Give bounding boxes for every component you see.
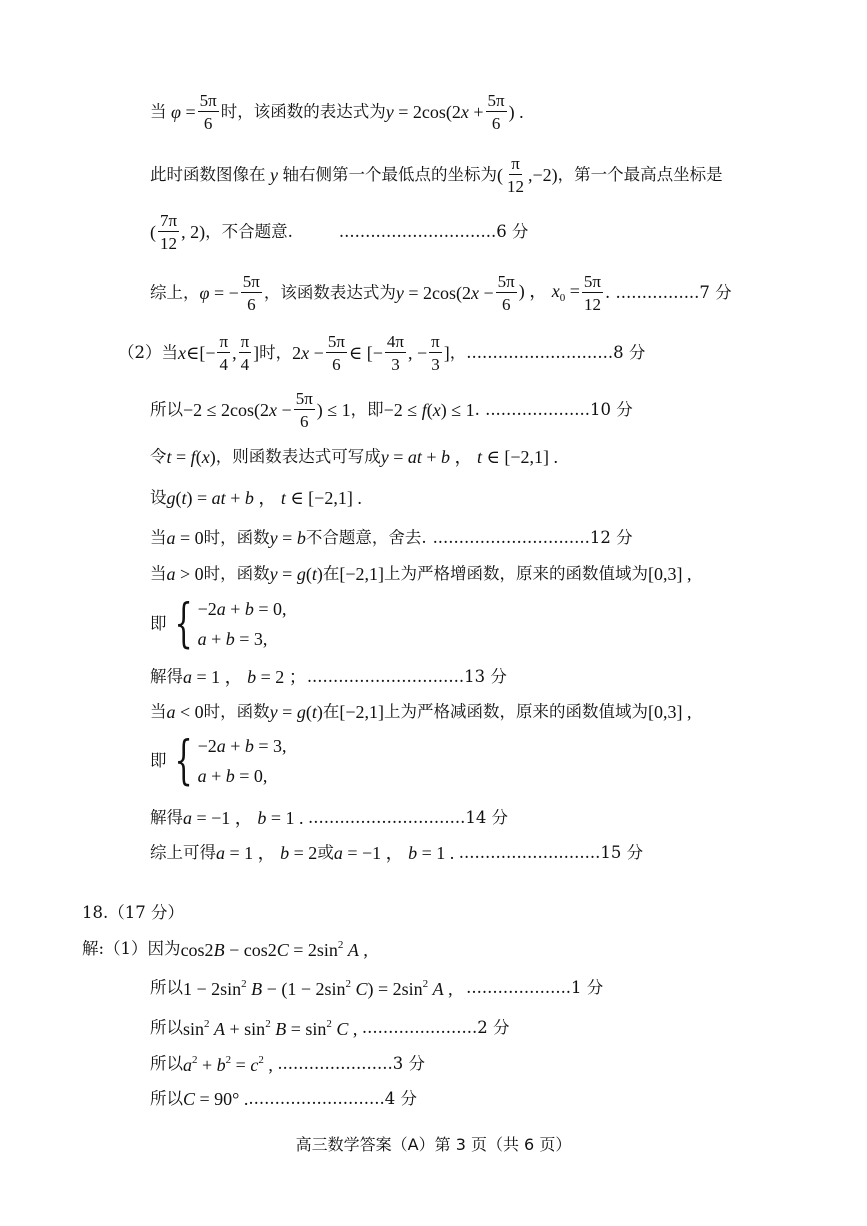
fraction: $\frac{\pi}{4}$ xyxy=(240,332,250,374)
formula: ∈ [− xyxy=(348,343,383,363)
text: 在 xyxy=(322,563,340,583)
text: 当 xyxy=(150,701,167,721)
formula: , xyxy=(232,343,237,363)
formula: ] xyxy=(253,343,260,363)
text: 轴右侧第一个最低点的坐标为 xyxy=(282,164,497,184)
score: ....................1 分 xyxy=(466,978,604,998)
score: ..........................4 分 xyxy=(248,1088,417,1108)
fraction: $\frac{5\pi}{6}$ xyxy=(199,91,217,133)
line-14 xyxy=(150,730,287,791)
page-footer xyxy=(0,1137,867,1153)
formula: a = −1 ， b = 1 . xyxy=(183,808,308,828)
formula: a > 0 xyxy=(166,564,204,584)
text: 解:（1）因为 xyxy=(82,939,181,959)
equation-system: { −2a + b = 0, a + b = 3, xyxy=(173,593,287,654)
score: ，............................8 分 xyxy=(449,342,646,362)
formula: x∈[− xyxy=(178,343,216,363)
q18-line-2 xyxy=(150,979,603,998)
text: 当 xyxy=(150,563,167,583)
fraction: $\frac{5\pi}{6}$ xyxy=(487,91,505,133)
line-2 xyxy=(150,155,723,195)
text: 当 xyxy=(150,527,167,547)
fraction: $\frac{7\pi}{12}$ xyxy=(160,211,178,253)
text: 即 xyxy=(150,613,167,633)
line-12 xyxy=(150,668,507,686)
text: 所以 xyxy=(150,1018,183,1038)
formula: , − xyxy=(408,343,428,363)
text: 当 xyxy=(150,101,167,121)
text: 在 xyxy=(322,701,340,721)
text: 所以 xyxy=(150,399,183,419)
formula: $\sin^2 A + \sin^2 B = \sin^2 C$ , xyxy=(183,1018,362,1039)
formula: a = 0 xyxy=(166,528,204,548)
score: ...........................15 分 xyxy=(458,842,644,862)
text: ，该函数表达式为 xyxy=(263,282,396,302)
text: 上为严格减函数，原来的函数值域为 xyxy=(383,701,648,721)
text: 时，函数 xyxy=(203,701,270,721)
text: 此时函数图像在 xyxy=(150,164,266,184)
q18-line-3 xyxy=(150,1019,510,1038)
formula: a < 0 xyxy=(166,702,204,722)
text: 令 xyxy=(150,446,167,466)
fraction: $\frac{\pi}{4}$ xyxy=(219,332,229,374)
fraction: $\frac{5\pi}{6}$ xyxy=(497,272,515,314)
formula: a = −1 ， b = 1 . xyxy=(333,843,459,863)
text: 时， xyxy=(259,342,293,362)
text: 上为严格增函数，原来的函数值域为 xyxy=(383,563,648,583)
formula: φ = xyxy=(171,102,196,122)
line-1 xyxy=(150,92,524,132)
text: 解得 xyxy=(150,666,183,686)
text: 设 xyxy=(150,487,167,507)
formula: $1 - 2\sin^2$ $B - (1 - 2\sin^2$ $C) = 2\sin^2$ A , xyxy=(183,978,467,999)
formula: ( xyxy=(497,165,503,185)
fraction: $\frac{5\pi}{6}$ xyxy=(242,272,260,314)
fraction: $\frac{\pi}{12}$ xyxy=(507,154,524,196)
text: 或 xyxy=(317,842,334,862)
formula: −2 ≤ 2cos(2x − xyxy=(183,400,292,420)
formula: C = 90° . xyxy=(183,1089,249,1109)
formula: g(t) = at + b ， t ∈ [−2,1] . xyxy=(166,488,362,508)
text: 所以 xyxy=(150,1088,183,1108)
question-18-heading xyxy=(82,905,184,922)
score: ..............................13 分 xyxy=(306,666,507,686)
text: 所以 xyxy=(150,978,183,998)
line-16 xyxy=(150,844,643,862)
formula: [0,3] , xyxy=(647,702,692,722)
q18-line-1 xyxy=(82,940,368,959)
formula: y = g(t) xyxy=(269,564,323,584)
score: . ................7 分 xyxy=(605,282,732,302)
line-10 xyxy=(150,565,691,583)
line-9 xyxy=(150,529,633,547)
formula: −2 ≤ f(x) ≤ 1 xyxy=(383,400,475,420)
fraction: $\frac{\pi}{3}$ xyxy=(431,332,440,374)
text: 即 xyxy=(150,750,167,770)
equation-system: { −2a + b = 3, a + b = 0, xyxy=(173,730,287,791)
text: （2）当 xyxy=(118,342,178,362)
text: 综上可得 xyxy=(150,842,216,862)
line-13 xyxy=(150,703,691,721)
line-5 xyxy=(118,333,645,373)
line-15 xyxy=(150,809,508,827)
fraction: $\frac{5\pi}{6}$ xyxy=(327,332,345,374)
score: ......................3 分 xyxy=(277,1054,425,1074)
text: ，不合题意. xyxy=(205,221,293,241)
line-4 xyxy=(150,273,732,313)
score: ..............................6 分 xyxy=(338,221,529,241)
formula: $a^2 + b^2 = c^2$ , xyxy=(183,1054,278,1075)
line-6 xyxy=(150,390,633,430)
formula: a = 1 ， b = 2 xyxy=(216,843,318,863)
formula: 2x − xyxy=(292,343,324,363)
formula: y = 2cos(2x + xyxy=(385,102,484,122)
q18-line-4 xyxy=(150,1055,425,1074)
formula: φ = − xyxy=(199,283,239,303)
text: 18.（17 分） xyxy=(82,903,184,922)
formula: [−2,1] xyxy=(339,564,384,584)
text: 时，该函数的表达式为 xyxy=(220,101,386,121)
formula: t = f(x) xyxy=(166,447,216,467)
formula: a = 1 ， b = 2 ； xyxy=(183,667,307,687)
formula: $\cos 2B - \cos 2C = 2\sin^2$ A , xyxy=(180,939,368,960)
text: 时，函数 xyxy=(203,563,270,583)
fraction: $\frac{5\pi}{6}$ xyxy=(295,389,313,431)
footer-text: 高三数学答案（A）第 3 页（共 6 页） xyxy=(295,1135,572,1154)
formula: ) ， $x_0$ = xyxy=(518,281,580,304)
formula: y = b xyxy=(269,528,306,548)
fraction: $\frac{4\pi}{3}$ xyxy=(386,332,404,374)
formula: [−2,1] xyxy=(339,702,384,722)
formula: ,−2) xyxy=(528,165,558,185)
formula: y = 2cos(2x − xyxy=(395,283,494,303)
text: 综上， xyxy=(150,282,200,302)
text: 不合题意，舍去. xyxy=(305,527,427,547)
formula: ) ≤ 1 xyxy=(316,400,351,420)
formula: , 2) xyxy=(181,222,206,242)
line-7 xyxy=(150,448,558,466)
formula: y xyxy=(270,165,278,185)
line-8 xyxy=(150,489,362,507)
text: 解得 xyxy=(150,807,183,827)
text: ，则函数表达式可写成 xyxy=(215,446,381,466)
line-11 xyxy=(150,593,287,654)
text: ，即 xyxy=(350,399,384,419)
text: 所以 xyxy=(150,1054,183,1074)
line-3 xyxy=(150,212,528,252)
text: ，第一个最高点坐标是 xyxy=(557,164,723,184)
score: ......................2 分 xyxy=(361,1018,510,1038)
fraction: $\frac{5\pi}{12}$ xyxy=(583,272,602,314)
formula: y = at + b ， t ∈ [−2,1] . xyxy=(380,447,558,467)
formula: ) . xyxy=(508,102,524,122)
score: . ....................10 分 xyxy=(474,399,633,419)
formula: ] xyxy=(443,343,450,363)
score: ..............................14 分 xyxy=(307,807,509,827)
text: 时，函数 xyxy=(203,527,270,547)
formula: [0,3] , xyxy=(647,564,692,584)
score: ..............................12 分 xyxy=(432,527,633,547)
q18-line-5 xyxy=(150,1090,417,1108)
formula: ( xyxy=(150,222,156,242)
formula: y = g(t) xyxy=(269,702,323,722)
